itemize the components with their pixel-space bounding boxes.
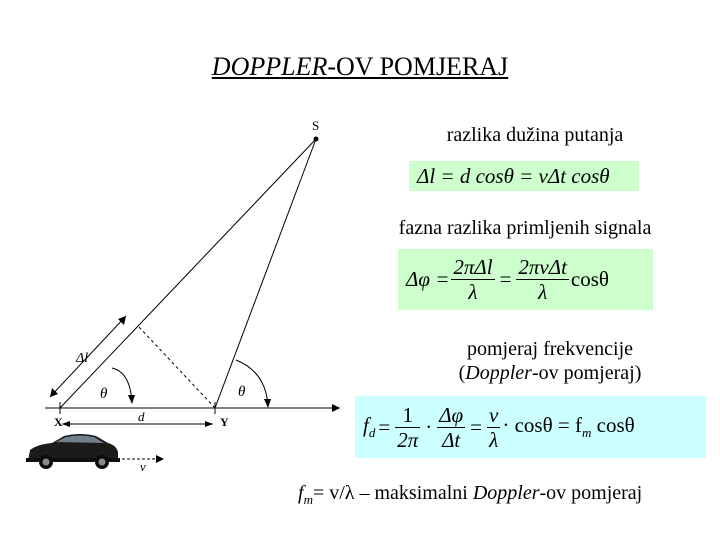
phase-equals: =: [499, 267, 512, 291]
page-title: [0, 52, 720, 82]
d-arrow-start: [62, 421, 70, 427]
theta-label-y: θ: [238, 384, 246, 400]
velocity-label: v: [140, 459, 146, 474]
frequency-shift-formula: [355, 396, 706, 458]
dl-label: Δl: [76, 351, 89, 366]
car-icon: [26, 434, 120, 469]
fd-dot: ·: [425, 414, 433, 439]
phase-fraction-2: [516, 255, 569, 304]
max-doppler-definition: [298, 482, 642, 508]
fd-symbol: $f_d$: [363, 412, 376, 441]
fm-symbol: f: [298, 482, 304, 504]
fd-frac2-den: Δt: [442, 427, 461, 452]
fm-definition-rest: -ov pomjeraj: [539, 482, 643, 504]
fd-equals-1: =: [378, 414, 391, 439]
fm-doppler-italic: Doppler: [472, 482, 540, 504]
phase-difference-formula: [398, 249, 653, 310]
frequency-shift-heading-line1: pomjeraj frekvencije: [466, 338, 634, 360]
path-difference-formula-text: Δl = d cosθ = vΔt cosθ: [417, 163, 610, 188]
theta-arc-x-arrow: [128, 395, 135, 404]
fd-tail: · $\cos\theta = f_m$ cosθ: [502, 412, 635, 441]
perpendicular-dashed-line: [138, 326, 215, 408]
velocity-arrowhead: [156, 455, 164, 463]
path-difference-formula: [409, 161, 639, 191]
theta-label-x: θ: [100, 386, 108, 402]
phase-frac1-num: 2πΔl: [453, 255, 493, 279]
fd-frac2-num: Δφ: [439, 402, 464, 427]
d-arrow-end: [205, 421, 213, 427]
source-label: S: [312, 118, 320, 133]
point-x-label: X: [54, 415, 63, 429]
fd-frac1-den: 2π: [397, 427, 419, 452]
fd-fraction-1: [395, 403, 420, 452]
phase-frac1-den: λ: [468, 280, 478, 304]
fd-equals-2: =: [470, 414, 483, 439]
axis-arrowhead: [332, 404, 340, 412]
phase-fraction-1: [451, 255, 494, 304]
phase-frac2-den: λ: [538, 280, 548, 304]
fd-frac3-den: λ: [489, 427, 499, 452]
frequency-shift-heading-italic: Doppler: [465, 362, 532, 384]
frequency-shift-paren-open: (: [458, 362, 466, 384]
fd-frac1-num: 1: [395, 403, 420, 428]
doppler-geometry-diagram: [0, 110, 360, 480]
phase-frac2-num: 2πvΔt: [518, 255, 567, 279]
fd-fraction-3: [487, 403, 500, 452]
frequency-shift-heading: [400, 337, 700, 385]
phase-difference-heading: fazna razlika primljenih signala: [398, 217, 652, 239]
phase-lhs: Δφ =: [406, 267, 450, 291]
point-y-label: Y: [220, 415, 229, 429]
fm-definition-text: = v/λ – maksimalni: [312, 482, 473, 504]
path-difference-heading: razlika dužina putanja: [446, 124, 624, 146]
d-label: d: [138, 409, 145, 424]
theta-arc-y-arrow: [264, 399, 271, 408]
title-name: DOPPLER: [211, 52, 328, 81]
phase-tail: cosθ: [570, 267, 609, 291]
fm-subscript: m: [303, 492, 313, 507]
line-y-to-source: [215, 139, 316, 408]
fd-frac3-num: v: [489, 402, 499, 427]
fd-fraction-2: [437, 403, 465, 452]
title-suffix: -OV POMJERAJ: [327, 52, 509, 81]
frequency-shift-heading-rest: -ov pomjeraj): [531, 362, 642, 384]
line-x-to-source: [60, 139, 316, 408]
